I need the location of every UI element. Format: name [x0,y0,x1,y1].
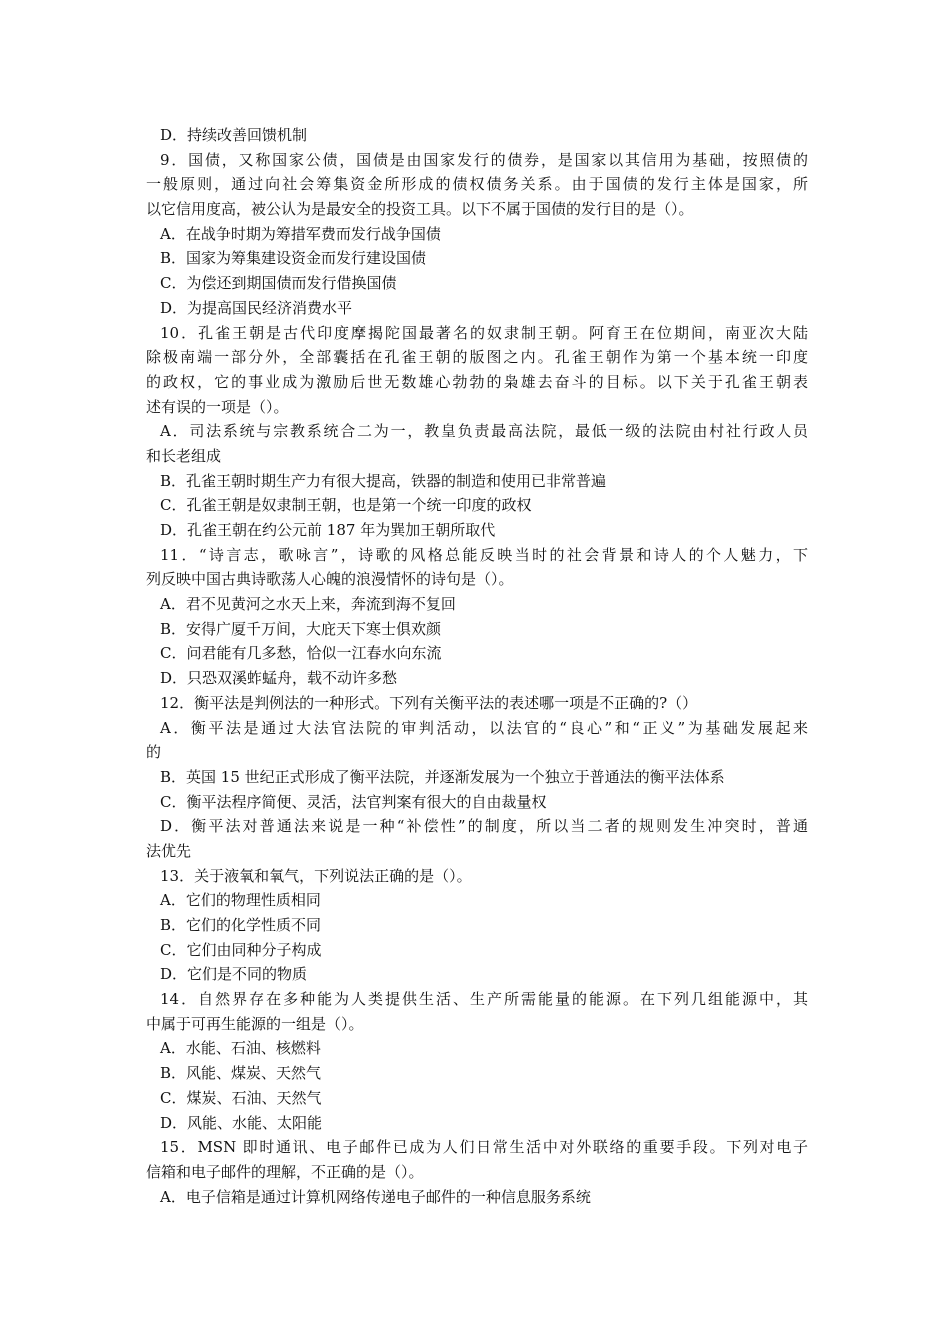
text-line-content: D．它们是不同的物质 [160,965,308,984]
text-line [146,839,808,864]
text-line-content: 14．自然界存在多种能为人类提供生活、生产所需能量的能源。在下列几组能源中，其 [160,990,808,1009]
text-line-content: D．风能、水能、太阳能 [160,1113,323,1132]
text-line [146,197,808,222]
text-line-content: B．孔雀王朝时期生产力有很大提高，铁器的制造和使用已非常普遍 [160,471,607,490]
text-line [146,1036,808,1061]
text-line-content: 13．关于液氧和氧气，下列说法正确的是（）。 [160,866,472,885]
text-line [146,666,808,691]
text-line [146,1160,808,1185]
text-line-content: 的政权，它的事业成为激励后世无数雄心勃勃的枭雄去奋斗的目标。以下关于孔雀王朝表 [146,372,808,391]
text-line [146,592,808,617]
text-line [146,1185,808,1210]
text-line [146,641,808,666]
text-line [146,814,808,839]
text-line-content: C．孔雀王朝是奴隶制王朝，也是第一个统一印度的政权 [160,496,532,515]
text-line-content: D．只恐双溪蚱蜢舟，载不动许多愁 [160,669,398,688]
text-line-content: C．它们由同种分子构成 [160,940,322,959]
text-line [146,888,808,913]
text-line-content: A．在战争时期为筹措军费而发行战争国债 [160,224,441,243]
text-line [146,1012,808,1037]
text-line-content: 一般原则，通过向社会筹集资金所形成的债权债务关系。由于国债的发行主体是国家，所 [146,175,808,194]
text-line [146,1111,808,1136]
text-line [146,370,808,395]
text-line [146,444,808,469]
text-line-content: C．煤炭、石油、天然气 [160,1088,322,1107]
text-line [146,296,808,321]
text-line-content: 信箱和电子邮件的理解，不正确的是（）。 [146,1162,424,1181]
text-line-content: A．水能、石油、核燃料 [160,1039,321,1058]
text-line-content: D．持续改善回馈机制 [160,126,308,144]
text-line [146,395,808,420]
text-line [146,864,808,889]
text-line [146,246,808,271]
text-line-content: A．它们的物理性质相同 [160,891,321,910]
text-line [146,493,808,518]
text-line-content: 11．“诗言志，歌咏言”，诗歌的风格总能反映当时的社会背景和诗人的个人魅力，下 [160,545,808,564]
text-line [146,1086,808,1111]
text-line-content: C．衡平法程序简便、灵活，法官判案有很大的自由裁量权 [160,792,547,811]
text-line [146,617,808,642]
text-line-content: 15．MSN 即时通讯、电子邮件已成为人们日常生活中对外联络的重要手段。下列对电子 [160,1138,808,1157]
text-line [146,691,808,716]
text-line-content: 12．衡平法是判例法的一种形式。下列有关衡平法的表述哪一项是不正确的?（） [160,693,698,712]
text-line-content: 和长老组成 [146,446,222,465]
text-line [146,271,808,296]
text-line [146,913,808,938]
text-line [146,567,808,592]
text-line-content: 述有误的一项是（）。 [146,397,289,416]
text-line [146,765,808,790]
text-line-content: A．君不见黄河之水天上来，奔流到海不复回 [160,595,456,614]
text-line-content: B．国家为筹集建设资金而发行建设国债 [160,249,427,268]
text-line [146,740,808,765]
text-line-content: D．衡平法对普通法来说是一种“补偿性”的制度，所以当二者的规则发生冲突时，普通 [160,817,808,836]
text-line [146,222,808,247]
text-line-content: 列反映中国古典诗歌荡人心魄的浪漫情怀的诗句是（）。 [146,570,514,589]
text-line [146,469,808,494]
text-line [146,148,808,173]
text-line-content: 中属于可再生能源的一组是（）。 [146,1014,364,1033]
text-line [146,518,808,543]
text-line [146,321,808,346]
text-line-content: 法优先 [146,841,192,860]
text-line [146,345,808,370]
text-line [146,172,808,197]
text-line-content: B．它们的化学性质不同 [160,916,322,934]
text-line-content: 除极南端一部分外，全部囊括在孔雀王朝的版图之内。孔雀王朝作为第一个基本统一印度 [146,348,808,367]
text-line-content: D．孔雀王朝在约公元前 187 年为巽加王朝所取代 [160,521,496,539]
text-line-content: B．安得广厦千万间，大庇天下寒士俱欢颜 [160,619,442,638]
text-line [146,1061,808,1086]
text-line [146,419,808,444]
text-line-content: B．英国 15 世纪正式形成了衡平法院，并逐渐发展为一个独立于普通法的衡平法体系 [160,767,725,786]
text-line [146,790,808,815]
text-line [146,938,808,963]
text-line-content: 的 [146,743,162,762]
text-line [146,543,808,568]
text-line [146,716,808,741]
document-page [146,123,808,1209]
text-line-content: C．为偿还到期国债而发行借换国债 [160,274,397,293]
text-line-content: C．问君能有几多愁，恰似一江春水向东流 [160,644,442,663]
text-line-content: A．电子信箱是通过计算机网络传递电子邮件的一种信息服务系统 [160,1187,591,1206]
text-line-content: 以它信用度高，被公认为是最安全的投资工具。以下不属于国债的发行目的是（）。 [146,200,694,219]
text-line-content: A．衡平法是通过大法官法院的审判活动，以法官的“良心”和“正义”为基础发展起来 [160,718,808,737]
text-line [146,987,808,1012]
text-line-content: A．司法系统与宗教系统合二为一，教皇负责最高法院，最低一级的法院由村社行政人员 [160,422,808,441]
text-line-content: 9．国债，又称国家公债，国债是由国家发行的债券，是国家以其信用为基础，按照债的 [160,150,808,169]
text-line-content: D．为提高国民经济消费水平 [160,298,353,317]
text-line [146,123,808,148]
text-line-content: B．风能、煤炭、天然气 [160,1064,322,1083]
text-line-content: 10．孔雀王朝是古代印度摩揭陀国最著名的奴隶制王朝。阿育王在位期间，南亚次大陆 [160,323,808,342]
text-line [146,1135,808,1160]
text-line [146,962,808,987]
